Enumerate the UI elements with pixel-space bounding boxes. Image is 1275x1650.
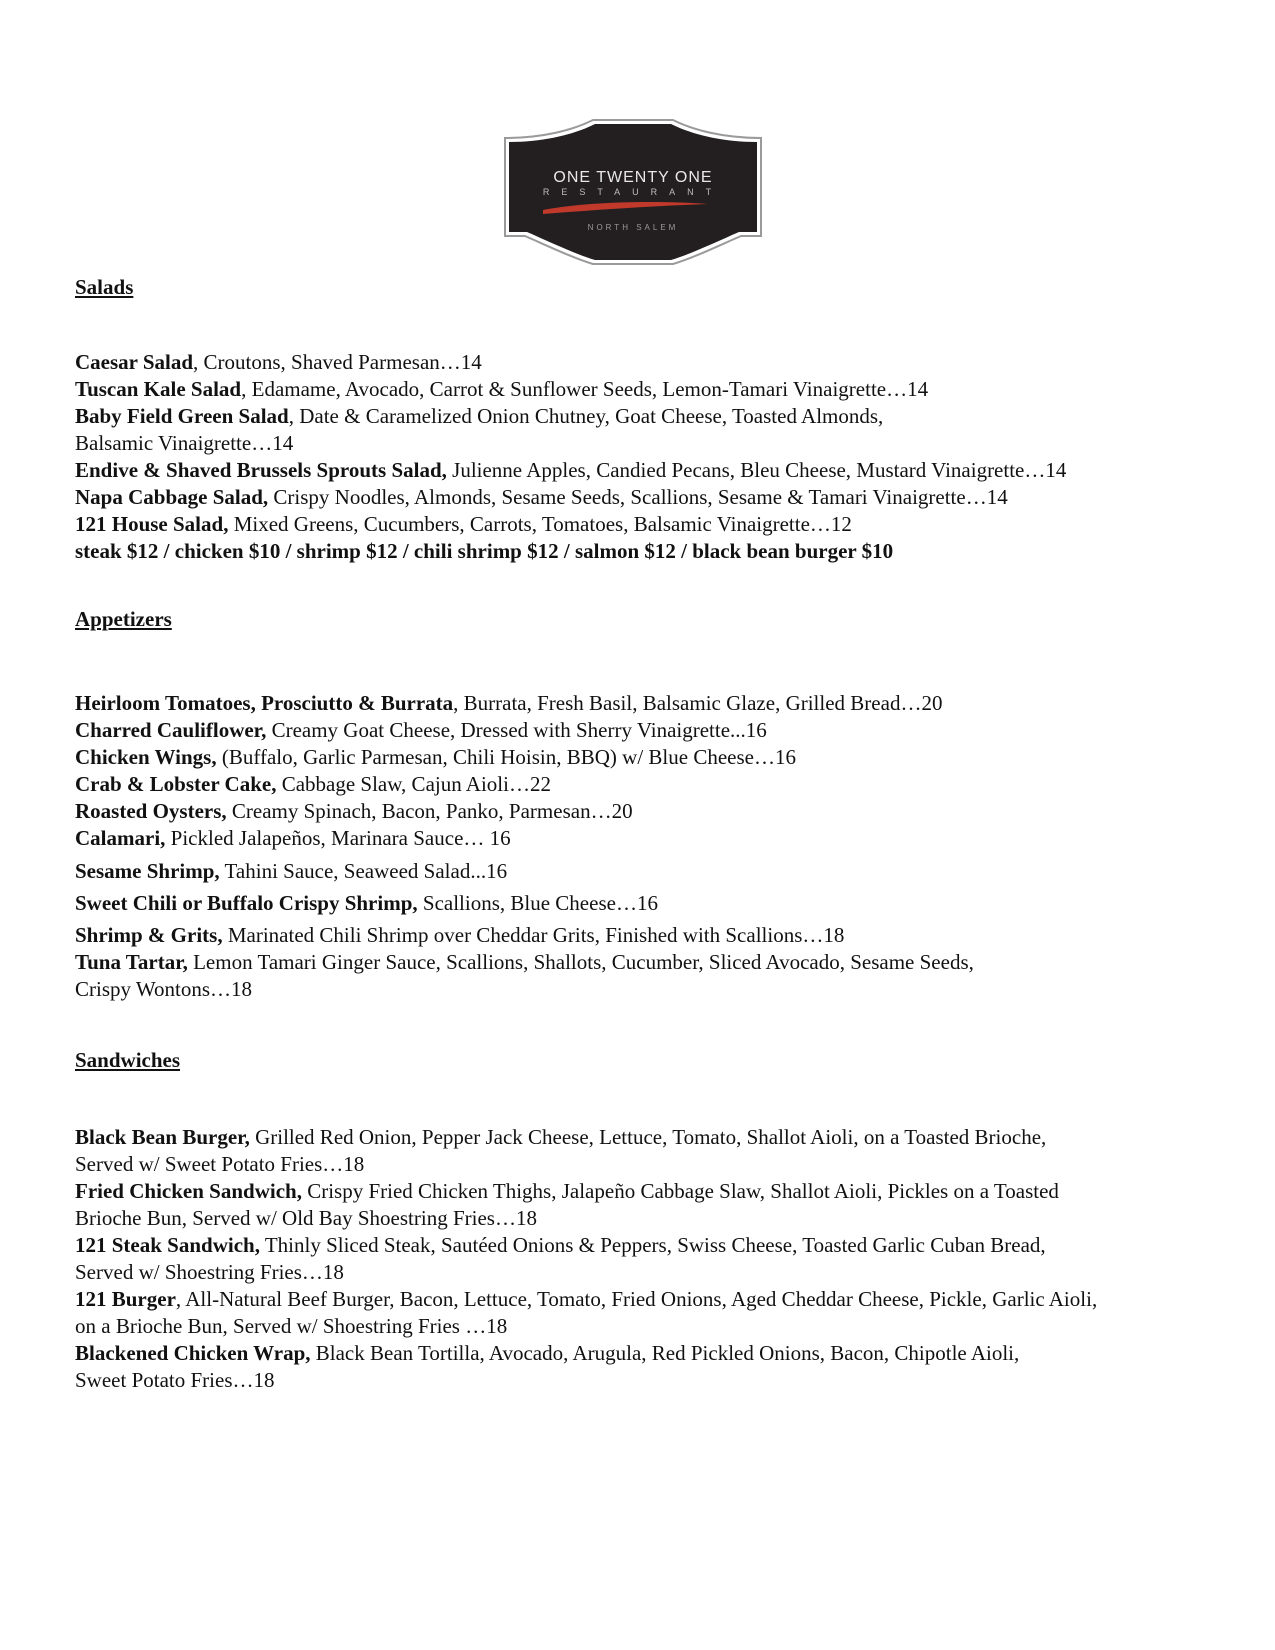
appetizers-list — [75, 690, 1225, 1003]
menu-item — [75, 1286, 1225, 1340]
item-name: Sweet Chili or Buffalo Crispy Shrimp, — [75, 891, 418, 915]
menu-item — [75, 690, 1225, 717]
item-name: Tuna Tartar, — [75, 950, 188, 974]
item-name: Sesame Shrimp, — [75, 859, 220, 883]
item-desc: Thinly Sliced Steak, Sautéed Onions & Peppers, Swiss Cheese, Toasted Garlic Cuban Bread, — [259, 1233, 1046, 1257]
item-desc-cont: Served w/ Sweet Potato Fries…18 — [75, 1152, 365, 1176]
menu-item — [75, 1178, 1225, 1232]
item-name: Endive & Shaved Brussels Sprouts Salad, — [75, 458, 447, 482]
menu-item — [75, 949, 1225, 1003]
item-name: Baby Field Green Salad — [75, 404, 289, 428]
item-desc: Tahini Sauce, Seaweed Salad...16 — [219, 859, 508, 883]
menu-item — [75, 403, 1225, 457]
item-name: 121 Burger — [75, 1287, 176, 1311]
menu-item — [75, 890, 1225, 917]
item-name: Heirloom Tomatoes, Prosciutto & Burrata — [75, 691, 454, 715]
section-title-salads: Salads — [75, 275, 134, 299]
item-name: Black Bean Burger, — [75, 1125, 250, 1149]
item-desc-cont: on a Brioche Bun, Served w/ Shoestring Fries …18 — [75, 1314, 508, 1338]
item-desc: Marinated Chili Shrimp over Cheddar Grits, Finished with Scallions…18 — [222, 923, 845, 947]
logo-subtitle: RESTAURANT — [542, 187, 724, 197]
restaurant-logo — [503, 118, 763, 266]
salads-list — [75, 349, 1225, 565]
item-name: Fried Chicken Sandwich, — [75, 1179, 302, 1203]
item-desc-cont: Brioche Bun, Served w/ Old Bay Shoestring Fries…18 — [75, 1206, 537, 1230]
item-desc: Lemon Tamari Ginger Sauce, Scallions, Shallots, Cucumber, Sliced Avocado, Sesame Seeds, — [187, 950, 974, 974]
item-desc: (Buffalo, Garlic Parmesan, Chili Hoisin, BBQ) w/ Blue Cheese…16 — [216, 745, 796, 769]
item-name: Blackened Chicken Wrap, — [75, 1341, 311, 1365]
item-name: 121 Steak Sandwich, — [75, 1233, 260, 1257]
item-desc: Creamy Spinach, Bacon, Panko, Parmesan…20 — [226, 799, 633, 823]
item-name: Napa Cabbage Salad, — [75, 485, 269, 509]
menu-item — [75, 744, 1225, 771]
item-desc: Grilled Red Onion, Pepper Jack Cheese, Lettuce, Tomato, Shallot Aioli, on a Toasted Brioche, — [249, 1125, 1047, 1149]
item-name: Tuscan Kale Salad — [75, 377, 242, 401]
menu-item — [75, 1340, 1225, 1394]
item-name: Roasted Oysters, — [75, 799, 227, 823]
item-desc: Black Bean Tortilla, Avocado, Arugula, Red Pickled Onions, Bacon, Chipotle Aioli, — [310, 1341, 1020, 1365]
item-desc-cont: Balsamic Vinaigrette…14 — [75, 431, 294, 455]
item-name: Chicken Wings, — [75, 745, 217, 769]
item-desc: , Burrata, Fresh Basil, Balsamic Glaze, Grilled Bread…20 — [453, 691, 943, 715]
item-desc: Mixed Greens, Cucumbers, Carrots, Tomatoes, Balsamic Vinaigrette…12 — [228, 512, 852, 536]
item-desc: Creamy Goat Cheese, Dressed with Sherry Vinaigrette...16 — [266, 718, 767, 742]
item-name: Caesar Salad — [75, 350, 194, 374]
item-name: Shrimp & Grits, — [75, 923, 223, 947]
menu-item — [75, 825, 1225, 852]
menu-item — [75, 484, 1225, 511]
logo-location: NORTH SALEM — [587, 223, 679, 232]
logo-name: ONE TWENTY ONE — [553, 169, 713, 186]
menu-item — [75, 1124, 1225, 1178]
item-name: 121 House Salad, — [75, 512, 229, 536]
item-desc: , Edamame, Avocado, Carrot & Sunflower Seeds, Lemon-Tamari Vinaigrette…14 — [241, 377, 929, 401]
item-desc: , All-Natural Beef Burger, Bacon, Lettuce, Tomato, Fried Onions, Aged Cheddar Cheese, Pickle, Garlic Aioli, — [175, 1287, 1098, 1311]
item-desc: Pickled Jalapeños, Marinara Sauce… 16 — [165, 826, 511, 850]
item-desc: , Croutons, Shaved Parmesan…14 — [193, 350, 482, 374]
menu-item — [75, 771, 1225, 798]
menu-item — [75, 511, 1225, 538]
item-desc: Julienne Apples, Candied Pecans, Bleu Cheese, Mustard Vinaigrette…14 — [446, 458, 1067, 482]
item-desc: Scallions, Blue Cheese…16 — [417, 891, 658, 915]
section-title-appetizers: Appetizers — [75, 607, 172, 631]
item-desc: Crispy Fried Chicken Thighs, Jalapeño Cabbage Slaw, Shallot Aioli, Pickles on a Toasted — [301, 1179, 1059, 1203]
item-name: Calamari, — [75, 826, 166, 850]
section-title-sandwiches: Sandwiches — [75, 1048, 181, 1072]
item-desc: Cabbage Slaw, Cajun Aioli…22 — [276, 772, 551, 796]
item-desc-cont: Crispy Wontons…18 — [75, 977, 253, 1001]
menu-item — [75, 798, 1225, 825]
protein-addons: steak $12 / chicken $10 / shrimp $12 / chili shrimp $12 / salmon $12 / black bean burger $10 — [75, 539, 894, 563]
sandwiches-list — [75, 1124, 1225, 1394]
item-desc: , Date & Caramelized Onion Chutney, Goat Cheese, Toasted Almonds, — [288, 404, 884, 428]
menu-item — [75, 717, 1225, 744]
menu-item — [75, 457, 1225, 484]
item-name: Charred Cauliflower, — [75, 718, 267, 742]
item-desc-cont: Served w/ Shoestring Fries…18 — [75, 1260, 344, 1284]
logo-badge — [503, 118, 763, 266]
item-desc: Crispy Noodles, Almonds, Sesame Seeds, Scallions, Sesame & Tamari Vinaigrette…14 — [268, 485, 1008, 509]
menu-item — [75, 1232, 1225, 1286]
menu-item — [75, 349, 1225, 376]
menu-item — [75, 858, 1225, 885]
menu-item — [75, 376, 1225, 403]
item-name: Crab & Lobster Cake, — [75, 772, 277, 796]
item-desc-cont: Sweet Potato Fries…18 — [75, 1368, 275, 1392]
menu-item — [75, 922, 1225, 949]
